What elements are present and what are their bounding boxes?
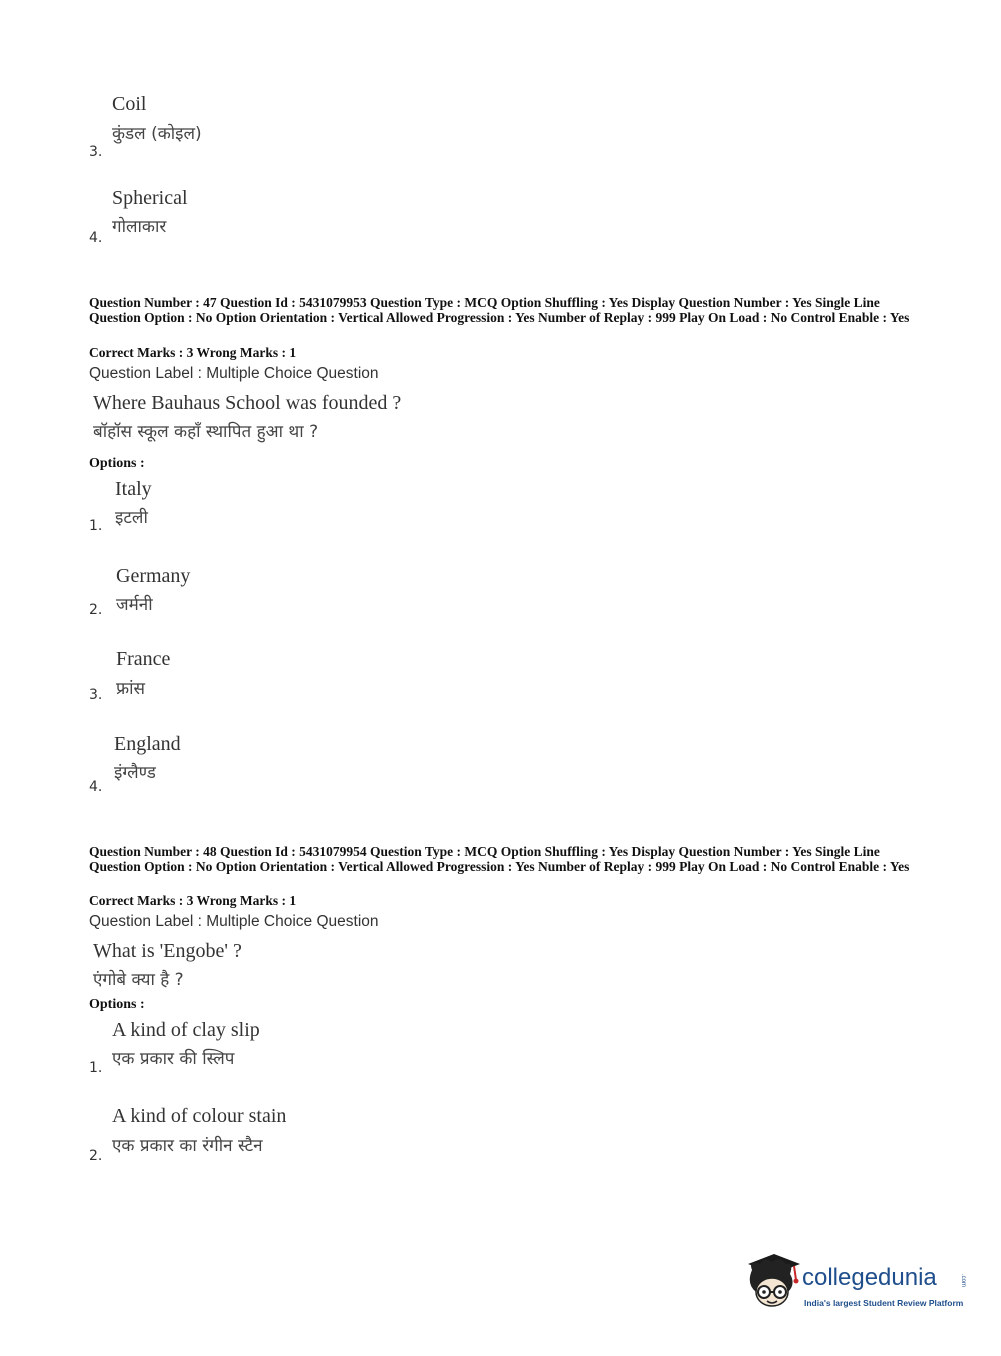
collegedunia-watermark xyxy=(742,1250,972,1320)
q48-option-1-en: A kind of clay slip xyxy=(112,1019,260,1041)
q47-option-3-en: France xyxy=(116,648,171,670)
q48-option-2-number: 2. xyxy=(89,1148,103,1164)
prev-option-4-hi: गोलाकार xyxy=(112,217,167,237)
q48-option-1-hi: एक प्रकार की स्लिप xyxy=(112,1049,235,1069)
q47-option-3-hi: फ्रांस xyxy=(116,679,146,699)
q48-option-2-hi: एक प्रकार का रंगीन स्टैन xyxy=(112,1136,263,1156)
q48-meta: Question Number : 48 Question Id : 5431079954 Question Type : MCQ Option Shuffling : Yes Display Question Number : Yes Single Line Question Option : No Option Orientation : Vertical Allowed Progression : Yes Number of Replay : 999 Play On Load : No Control Enable : Yes xyxy=(89,844,910,874)
mascot-icon xyxy=(742,1250,802,1316)
q48-option-1-number: 1. xyxy=(89,1060,103,1076)
q48-option-2-en: A kind of colour stain xyxy=(112,1105,287,1127)
q47-option-4-en: England xyxy=(114,733,181,755)
logo-dotcom: .com xyxy=(960,1274,966,1288)
q47-question-en: Where Bauhaus School was founded ? xyxy=(93,392,402,414)
q47-option-4-number: 4. xyxy=(89,779,103,795)
q47-option-4-hi: इंग्लैण्ड xyxy=(114,763,156,783)
q48-question-en: What is 'Engobe' ? xyxy=(93,940,242,962)
q47-option-1-number: 1. xyxy=(89,518,103,534)
q48-label: Question Label : Multiple Choice Question xyxy=(89,913,379,930)
q47-option-2-number: 2. xyxy=(89,602,103,618)
q47-option-2-hi: जर्मनी xyxy=(116,595,153,615)
q47-marks: Correct Marks : 3 Wrong Marks : 1 xyxy=(89,345,297,360)
q47-option-2-en: Germany xyxy=(116,565,191,587)
q48-marks: Correct Marks : 3 Wrong Marks : 1 xyxy=(89,893,297,908)
q47-option-1-hi: इटली xyxy=(115,508,148,528)
q48-question-hi: एंगोबे क्या है ? xyxy=(93,970,184,990)
q47-question-hi: बॉहॉस स्कूल कहाँ स्थापित हुआ था ? xyxy=(93,422,319,442)
logo-wordmark: collegedunia xyxy=(802,1264,937,1291)
q48-options-heading: Options : xyxy=(89,997,145,1012)
q47-label: Question Label : Multiple Choice Question xyxy=(89,365,379,382)
prev-option-3-number: 3. xyxy=(89,144,103,160)
q47-option-1-en: Italy xyxy=(115,478,152,500)
prev-option-3-en: Coil xyxy=(112,93,147,115)
q47-meta: Question Number : 47 Question Id : 5431079953 Question Type : MCQ Option Shuffling : Yes Display Question Number : Yes Single Line Question Option : No Option Orientation : Vertical Allowed Progression : Yes Number of Replay : 999 Play On Load : No Control Enable : Yes xyxy=(89,295,910,325)
logo-tagline: India's largest Student Review Platform xyxy=(804,1298,964,1308)
prev-option-4-en: Spherical xyxy=(112,187,188,209)
prev-option-4-number: 4. xyxy=(89,230,103,246)
q47-option-3-number: 3. xyxy=(89,687,103,703)
q47-options-heading: Options : xyxy=(89,456,145,471)
prev-option-3-hi: कुंडल (कोइल) xyxy=(112,124,202,144)
